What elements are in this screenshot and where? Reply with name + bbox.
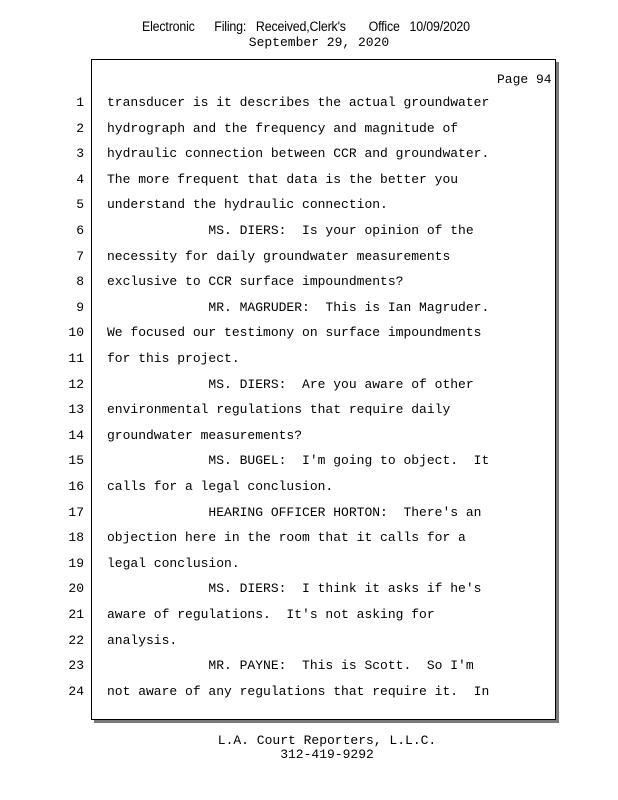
transcript-date: September 29, 2020 [248,35,390,50]
line-number: 16 [68,479,84,494]
line-number: 19 [68,556,84,571]
line-number: 17 [68,505,84,520]
line-number: 4 [76,172,84,187]
transcript-line-text: calls for a legal conclusion. [107,479,334,494]
transcript-line-text: hydraulic connection between CCR and groundwater. [107,146,490,161]
transcript-line-text: legal conclusion. [107,556,240,571]
transcript-line-text: objection here in the room that it calls for a [107,530,466,545]
transcript-line-text: understand the hydraulic connection. [107,197,388,212]
transcript-line-text: analysis. [107,633,178,648]
line-number: 12 [68,377,84,392]
transcript-line-text: transducer is it describes the actual groundwater [107,95,490,110]
court-reporter-phone: 312-419-9292 [280,747,374,762]
transcript-line-text: necessity for daily groundwater measurements [107,249,451,264]
line-number: 3 [76,146,84,161]
transcript-line-text: We focused our testimony on surface impoundments [107,325,482,340]
line-number: 24 [68,684,84,699]
line-number: 1 [76,95,84,110]
line-number: 8 [76,274,84,289]
line-number: 14 [68,428,84,443]
transcript-line-text: MR. PAYNE: This is Scott. So I'm [107,658,474,673]
transcript-line-text: for this project. [107,351,240,366]
transcript-line-text: MR. MAGRUDER: This is Ian Magruder. [107,300,490,315]
line-number: 23 [68,658,84,673]
line-number: 10 [68,325,84,340]
transcript-line-text: not aware of any regulations that require it. In [107,684,490,699]
transcript-line-text: hydrograph and the frequency and magnitude of [107,121,459,136]
line-number: 21 [68,607,84,622]
line-number: 5 [76,197,84,212]
line-number: 13 [68,402,84,417]
transcript-line-text: MS. DIERS: Are you aware of other [107,377,474,392]
line-number: 15 [68,453,84,468]
line-number: 22 [68,633,84,648]
court-reporter-name: L.A. Court Reporters, L.L.C. [217,733,437,748]
transcript-line-text: HEARING OFFICER HORTON: There's an [107,505,482,520]
filing-stamp: Electronic Filing: Received,Clerk's Office 10/09/2020 [142,19,470,34]
transcript-line-text: groundwater measurements? [107,428,303,443]
transcript-line-text: exclusive to CCR surface impoundments? [107,274,404,289]
transcript-line-text: MS. BUGEL: I'm going to object. It [107,453,490,468]
transcript-line-text: aware of regulations. It's not asking for [107,607,435,622]
transcript-line-text: MS. DIERS: Is your opinion of the [107,223,474,238]
page-number: Page 94 [497,72,552,87]
line-number: 6 [76,223,84,238]
line-number: 9 [76,300,84,315]
transcript-line-text: The more frequent that data is the better you [107,172,459,187]
line-number: 2 [76,121,84,136]
transcript-line-text: MS. DIERS: I think it asks if he's [107,581,482,596]
line-number: 20 [68,581,84,596]
line-number: 11 [68,351,84,366]
line-number: 7 [76,249,84,264]
transcript-line-text: environmental regulations that require daily [107,402,451,417]
line-number: 18 [68,530,84,545]
